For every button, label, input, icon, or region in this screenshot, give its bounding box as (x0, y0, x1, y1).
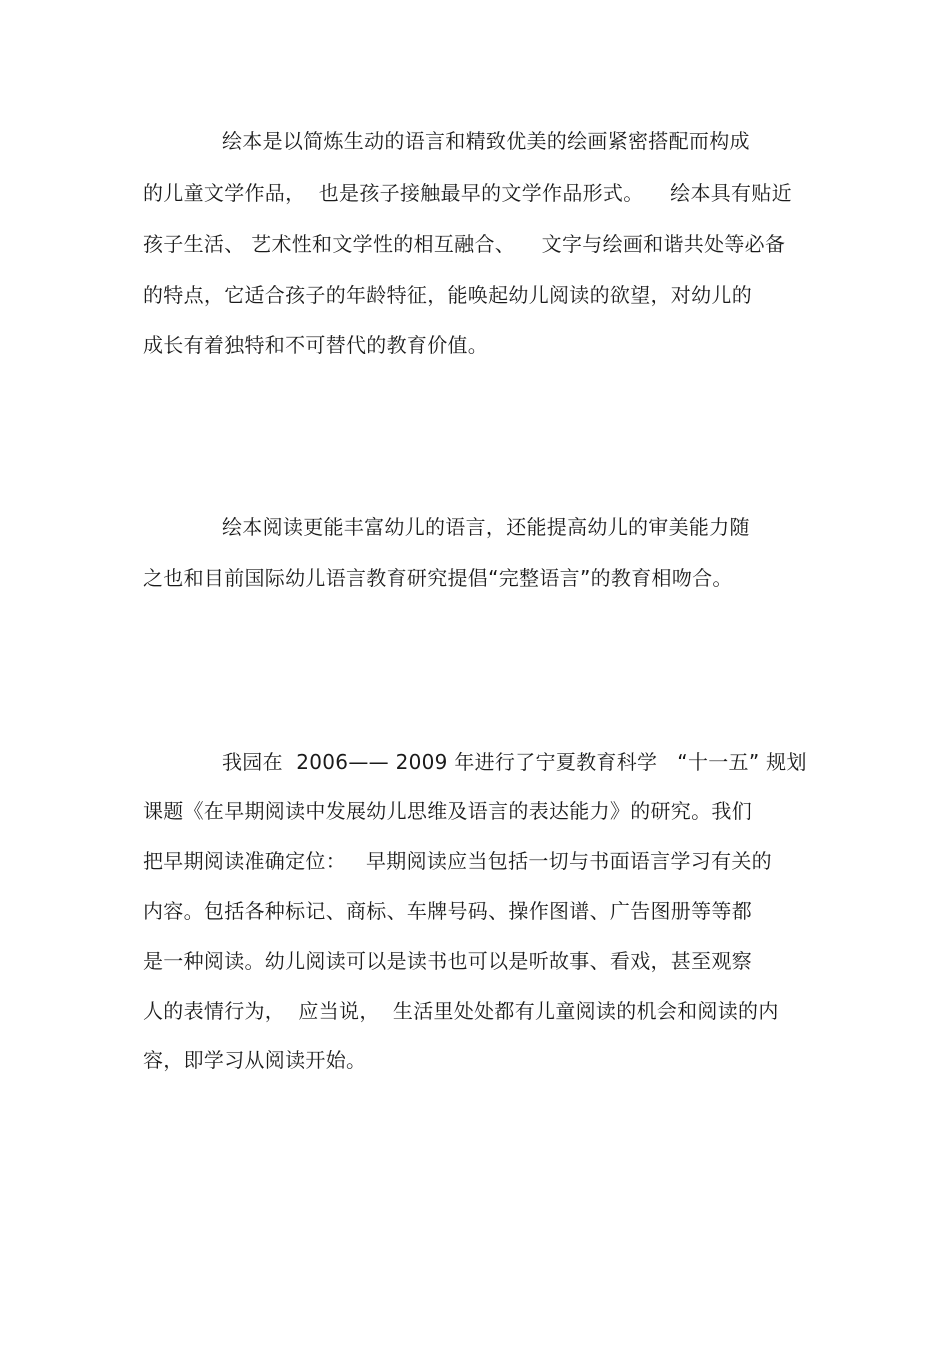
paragraph-line: 绘本阅读更能丰富幼儿的语言，还能提高幼儿的审美能力随 (222, 515, 750, 539)
paragraph-line: 的特点，它适合孩子的年龄特征，能唤起幼儿阅读的欲望，对幼儿的 (143, 283, 752, 307)
paragraph-line: 绘本是以简炼生动的语言和精致优美的绘画紧密搭配而构成 (222, 129, 750, 153)
paragraph-line: 容，即学习从阅读开始。 (143, 1048, 367, 1072)
paragraph-line: 把早期阅读准确定位： 早期阅读应当包括一切与书面语言学习有关的 (143, 849, 772, 873)
paragraph-line: 成长有着独特和不可替代的教育价值。 (143, 333, 489, 357)
paragraph-line: 内容。包括各种标记、商标、车牌号码、操作图谱、广告图册等等都 (143, 899, 752, 923)
paragraph-line: 是一种阅读。幼儿阅读可以是读书也可以是听故事、看戏，甚至观察 (143, 949, 752, 973)
paragraph-line: 人的表情行为， 应当说， 生活里处处都有儿童阅读的机会和阅读的内 (143, 999, 779, 1023)
paragraph-line: 我园在 2006—— 2009 年进行了宁夏教育科学 “十一五” 规划 (222, 750, 807, 774)
paragraph-line: 课题《在早期阅读中发展幼儿思维及语言的表达能力》的研究。我们 (143, 799, 752, 823)
paragraph-line: 孩子生活、 艺术性和文学性的相互融合、 文字与绘画和谐共处等必备 (143, 232, 786, 256)
paragraph-line: 的儿童文学作品， 也是孩子接触最早的文学作品形式。 绘本具有贴近 (143, 181, 792, 205)
paragraph-line: 之也和目前国际幼儿语言教育研究提倡“完整语言”的教育相吻合。 (143, 566, 733, 590)
